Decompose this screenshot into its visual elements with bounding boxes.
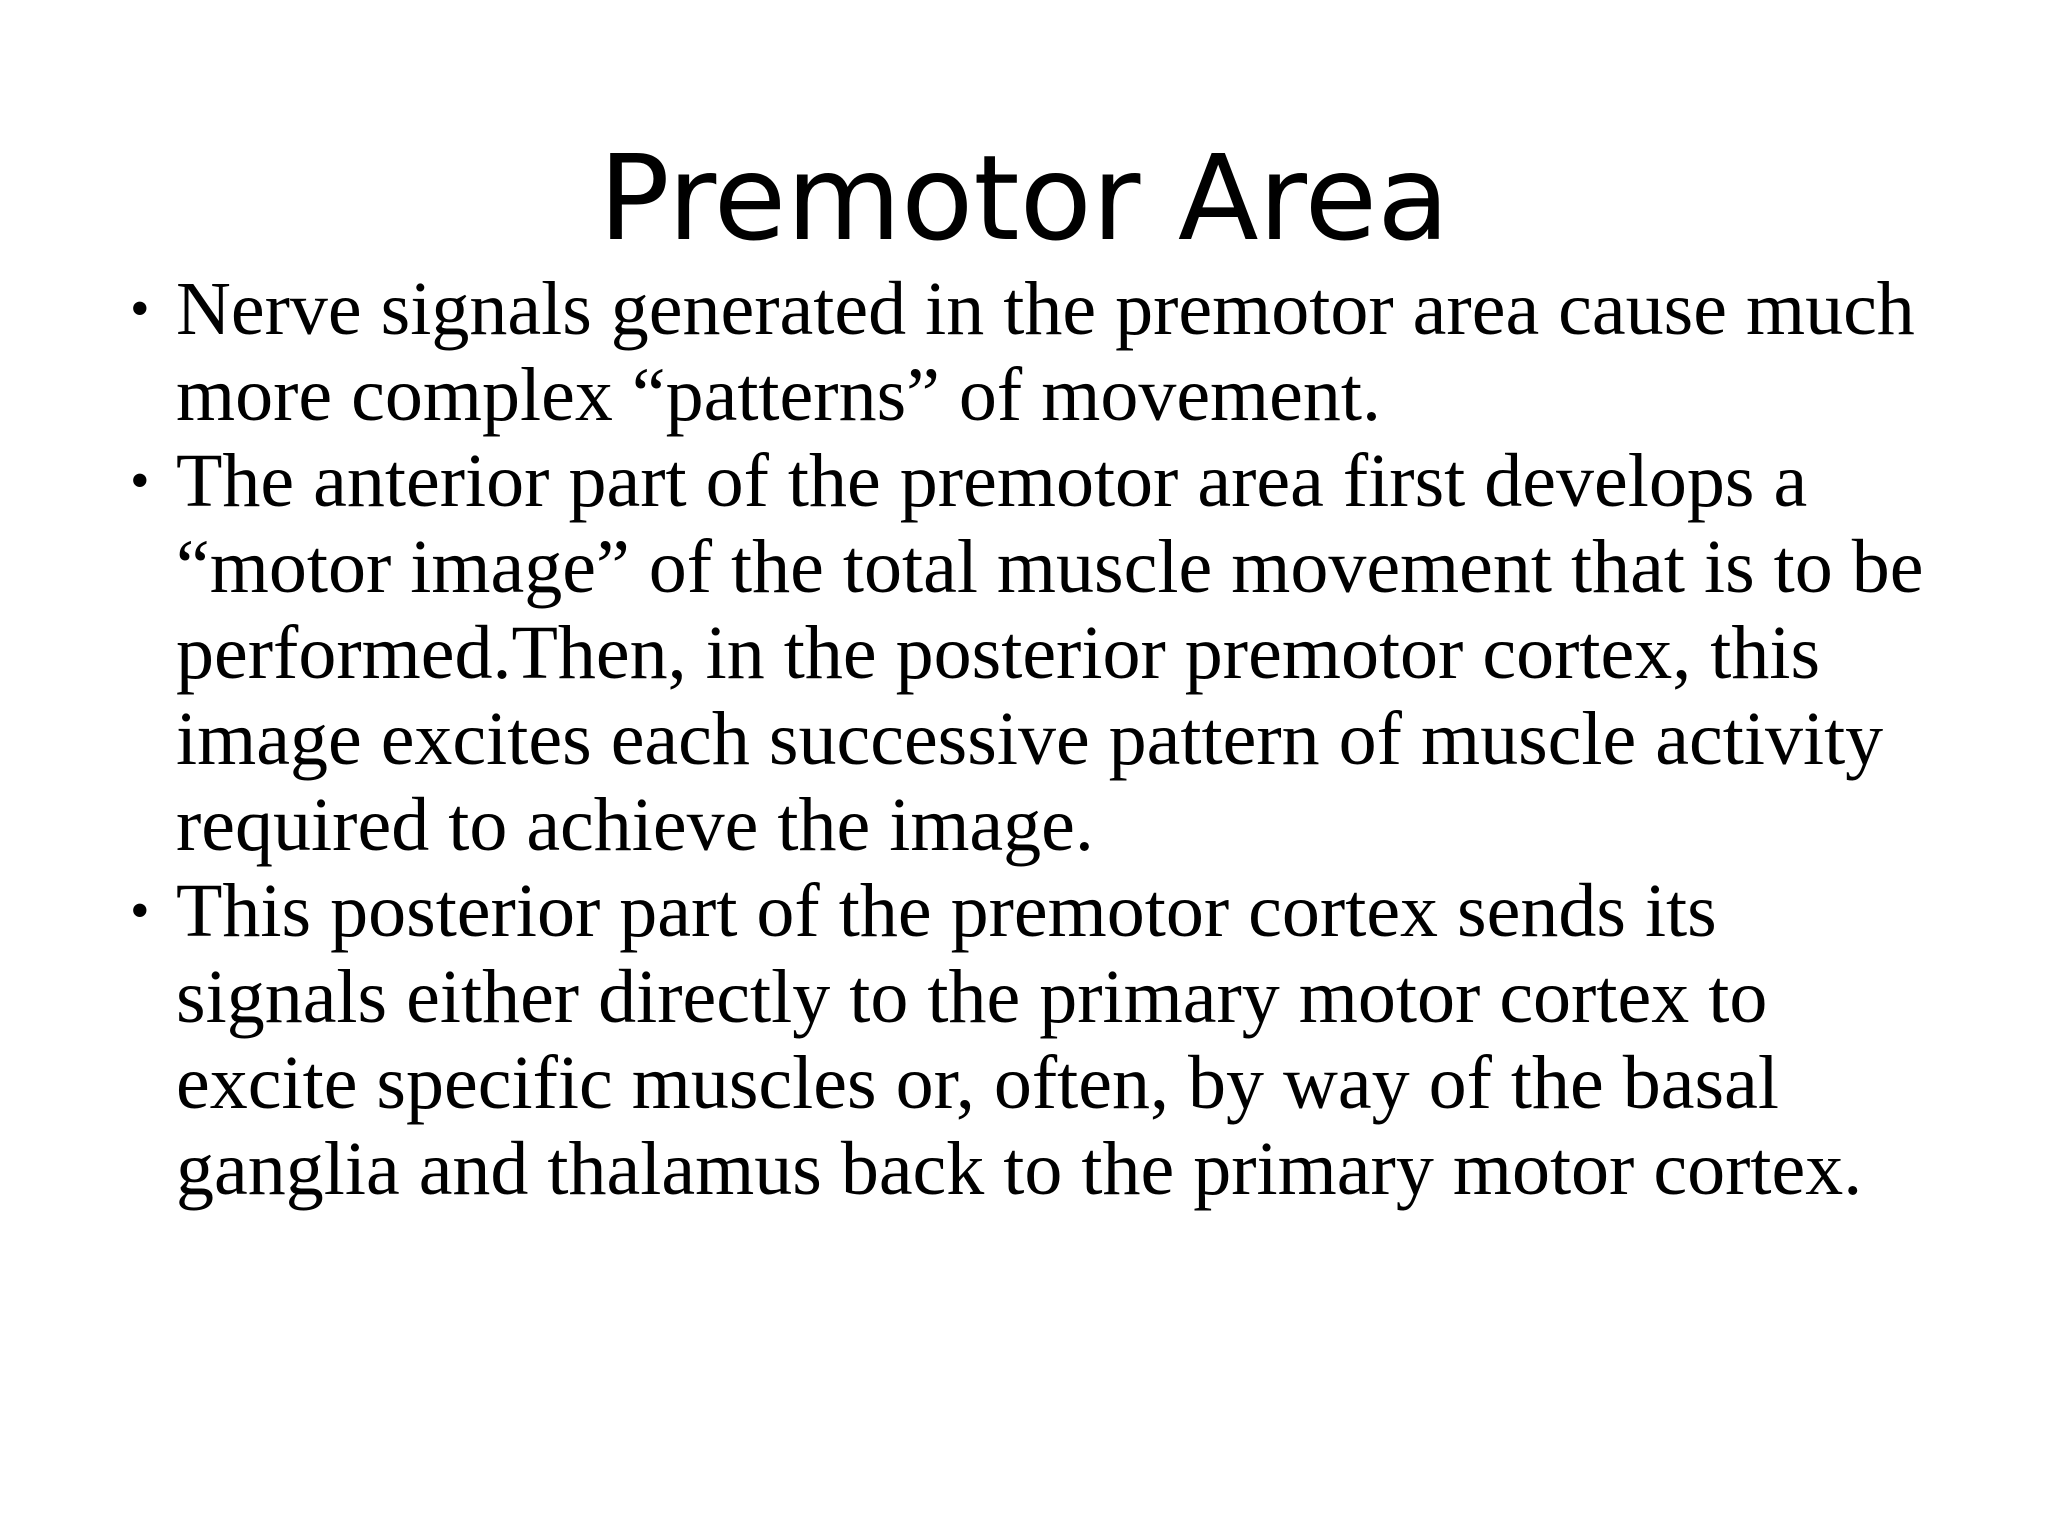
bullet-text-line: signals either directly to the primary motor cortex to bbox=[176, 955, 1768, 1039]
bullet-text-line: Nerve signals generated in the premotor area cause much bbox=[176, 267, 1915, 351]
bullet-item bbox=[120, 266, 2040, 438]
bullet-list bbox=[120, 266, 2040, 1212]
bullet-item bbox=[120, 438, 2040, 868]
slide-title: Premotor Area bbox=[598, 129, 1450, 267]
bullet-text-line: This posterior part of the premotor cortex sends its bbox=[176, 869, 1717, 953]
bullet-item bbox=[120, 868, 2040, 1212]
bullet-text-line: performed.Then, in the posterior premotor cortex, this bbox=[176, 611, 1821, 695]
bullet-text-line: more complex “patterns” of movement. bbox=[176, 353, 1382, 437]
bullet-icon: • bbox=[130, 450, 150, 512]
bullet-text-line: “motor image” of the total muscle movement that is to be bbox=[176, 525, 1924, 609]
bullet-text-line: The anterior part of the premotor area first develops a bbox=[176, 439, 1808, 523]
bullet-text-line: image excites each successive pattern of muscle activity bbox=[176, 697, 1884, 781]
bullet-text-line: excite specific muscles or, often, by way of the basal bbox=[176, 1041, 1779, 1125]
bullet-text-line: required to achieve the image. bbox=[176, 783, 1094, 867]
bullet-icon: • bbox=[130, 880, 150, 942]
bullet-text-line: ganglia and thalamus back to the primary motor cortex. bbox=[176, 1127, 1863, 1211]
bullet-icon: • bbox=[130, 278, 150, 340]
